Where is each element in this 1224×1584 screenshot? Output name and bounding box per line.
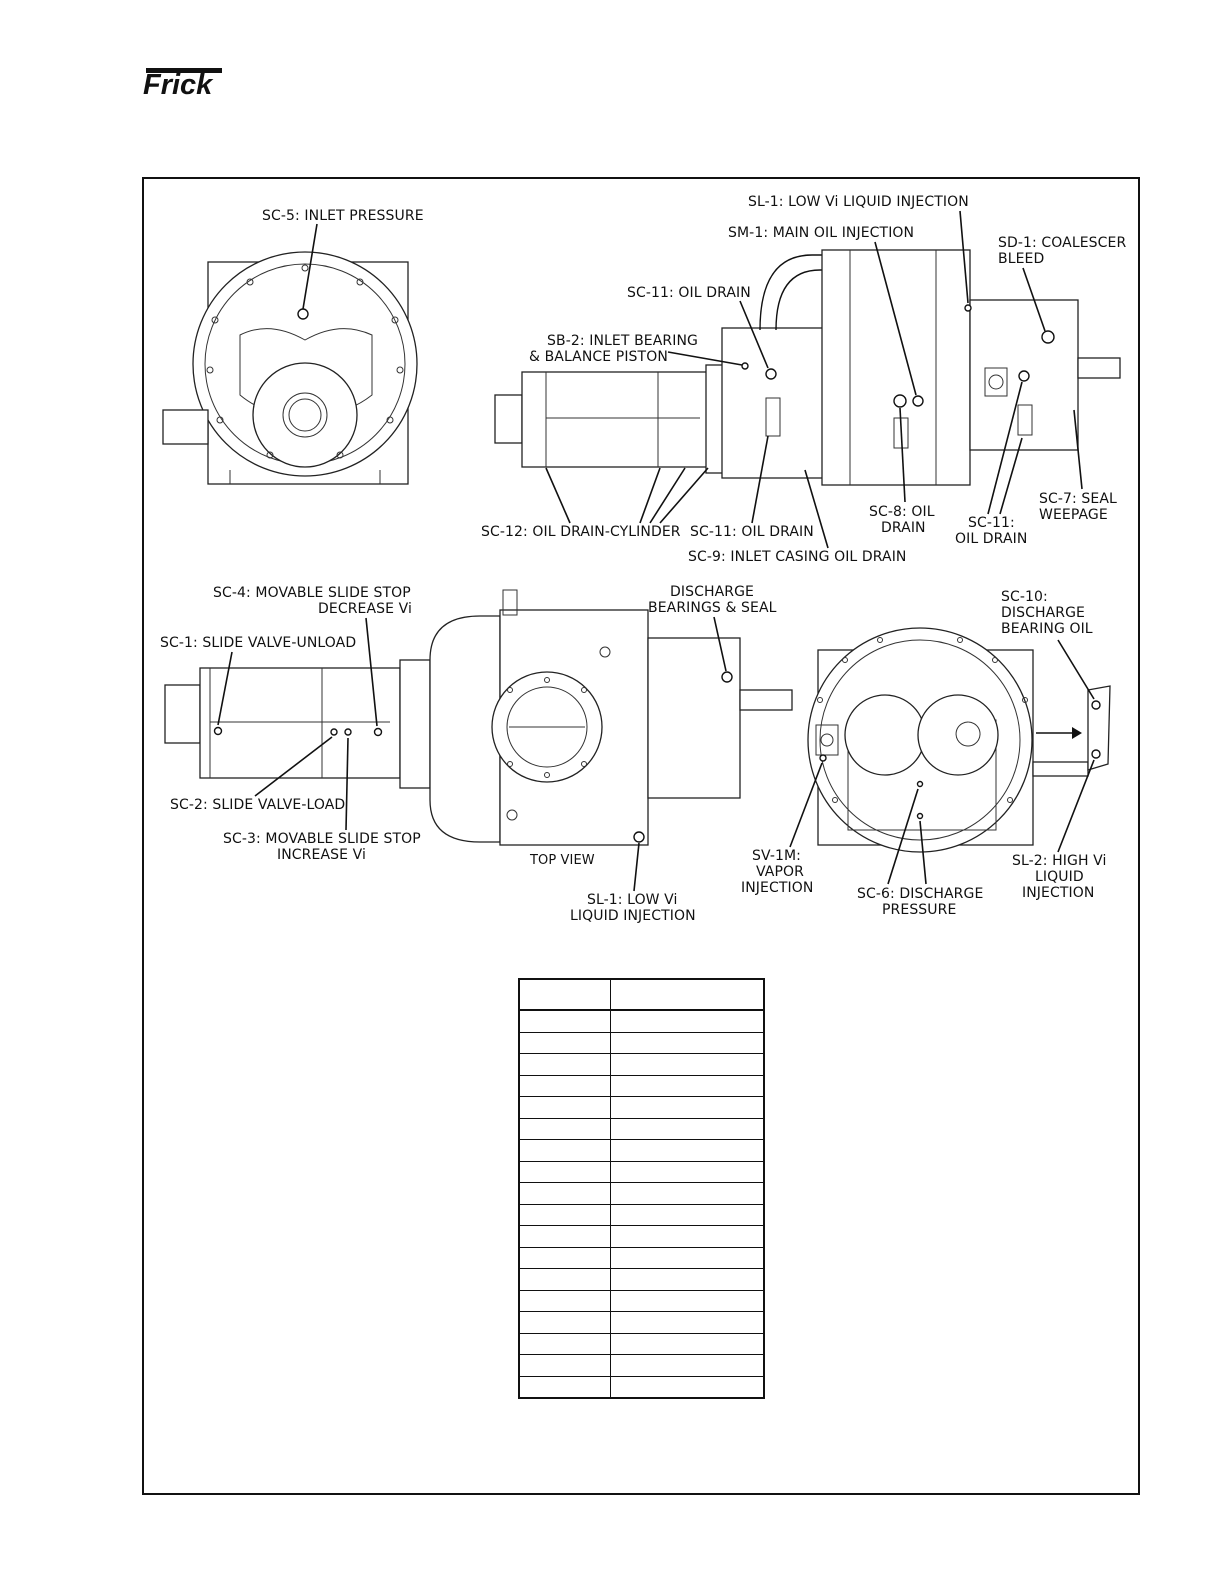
discharge-end-view	[808, 628, 1110, 852]
table-row	[519, 1355, 764, 1377]
label-sc8-a: SC-8: OIL	[869, 504, 935, 520]
label-sc9: SC-9: INLET CASING OIL DRAIN	[688, 549, 907, 565]
sl1-port-top	[965, 305, 971, 311]
label-dbs-a: DISCHARGE	[670, 584, 754, 600]
table-row	[519, 1097, 764, 1119]
label-sc7-a: SC-7: SEAL	[1039, 491, 1117, 507]
table-row	[519, 1140, 764, 1162]
sc1-port	[215, 728, 222, 735]
label-sl2-b: LIQUID	[1035, 869, 1084, 885]
table-row	[519, 1226, 764, 1248]
sm1-port	[913, 396, 923, 406]
table-row	[519, 1183, 764, 1205]
label-sc11-top: SC-11: OIL DRAIN	[627, 285, 751, 301]
table-row	[519, 1247, 764, 1269]
label-sv1m-b: VAPOR	[756, 864, 804, 880]
label-sc10-b: DISCHARGE	[1001, 605, 1085, 621]
label-sc8-b: DRAIN	[881, 520, 926, 536]
side-view	[495, 250, 1120, 485]
sc3-port	[345, 729, 351, 735]
label-sc6-a: SC-6: DISCHARGE	[857, 886, 984, 902]
table-row	[519, 1054, 764, 1076]
table-row	[519, 1118, 764, 1140]
sc2-port	[331, 729, 337, 735]
table-header-row	[519, 979, 764, 1010]
label-sm1: SM-1: MAIN OIL INJECTION	[728, 225, 915, 241]
table-row	[519, 1204, 764, 1226]
label-dbs-b: BEARINGS & SEAL	[648, 600, 777, 616]
dbs-port	[722, 672, 732, 682]
sc5-port	[298, 309, 308, 319]
label-sl2-a: SL-2: HIGH Vi	[1012, 853, 1107, 869]
sc11-port-right	[1019, 371, 1029, 381]
label-sc11-right-a: SC-11:	[968, 515, 1015, 531]
label-sc6-b: PRESSURE	[882, 902, 957, 918]
table-row	[519, 1075, 764, 1097]
table-row	[519, 1032, 764, 1054]
table-row	[519, 1269, 764, 1291]
sb2-port	[742, 363, 748, 369]
label-sc3-b: INCREASE Vi	[277, 847, 366, 863]
label-sc3-a: SC-3: MOVABLE SLIDE STOP	[223, 831, 421, 847]
sc6-port-lower	[918, 814, 923, 819]
label-sd1-a: SD-1: COALESCER	[998, 235, 1127, 251]
sc8-port	[894, 395, 906, 407]
sl2-port	[1092, 750, 1100, 758]
label-sl1-bot-b: LIQUID INJECTION	[570, 908, 696, 924]
sc11-port-top	[766, 369, 776, 379]
front-view	[163, 252, 417, 484]
label-sc7-b: WEEPAGE	[1039, 507, 1108, 523]
label-sc2: SC-2: SLIDE VALVE-LOAD	[170, 797, 346, 813]
label-sb2-b: & BALANCE PISTON	[529, 349, 668, 365]
sl1-port-bottom	[634, 832, 644, 842]
label-sc4-b: DECREASE Vi	[318, 601, 412, 617]
sc6-port	[918, 782, 923, 787]
label-sc12: SC-12: OIL DRAIN-CYLINDER	[481, 524, 681, 540]
label-sb2-a: SB-2: INLET BEARING	[547, 333, 698, 349]
sv1m-port	[820, 755, 826, 761]
label-sc11-right-b: OIL DRAIN	[955, 531, 1028, 547]
label-sv1m-a: SV-1M:	[752, 848, 801, 864]
table-row	[519, 1376, 764, 1398]
label-sl1-bot-a: SL-1: LOW Vi	[587, 892, 678, 908]
label-sc11-mid: SC-11: OIL DRAIN	[690, 524, 814, 540]
sc10-port	[1092, 701, 1100, 709]
label-sc10-a: SC-10:	[1001, 589, 1048, 605]
label-sc10-c: BEARING OIL	[1001, 621, 1093, 637]
sc4-port	[375, 729, 382, 736]
label-sc4-a: SC-4: MOVABLE SLIDE STOP	[213, 585, 411, 601]
label-sd1-b: BLEED	[998, 251, 1045, 267]
brand-name: Frick	[143, 69, 213, 98]
caption-top-view: TOP VIEW	[530, 853, 595, 868]
table-row	[519, 1010, 764, 1032]
sd1-port	[1042, 331, 1054, 343]
label-sc5: SC-5: INLET PRESSURE	[262, 208, 424, 224]
table-row	[519, 1312, 764, 1334]
label-sl2-c: INJECTION	[1022, 885, 1095, 901]
table-row	[519, 1290, 764, 1312]
table-row	[519, 1161, 764, 1183]
connections-table	[518, 978, 765, 1399]
label-sl1-top: SL-1: LOW Vi LIQUID INJECTION	[748, 194, 969, 210]
label-sv1m-c: INJECTION	[741, 880, 814, 896]
table-row	[519, 1333, 764, 1355]
label-sc1: SC-1: SLIDE VALVE-UNLOAD	[160, 635, 357, 651]
